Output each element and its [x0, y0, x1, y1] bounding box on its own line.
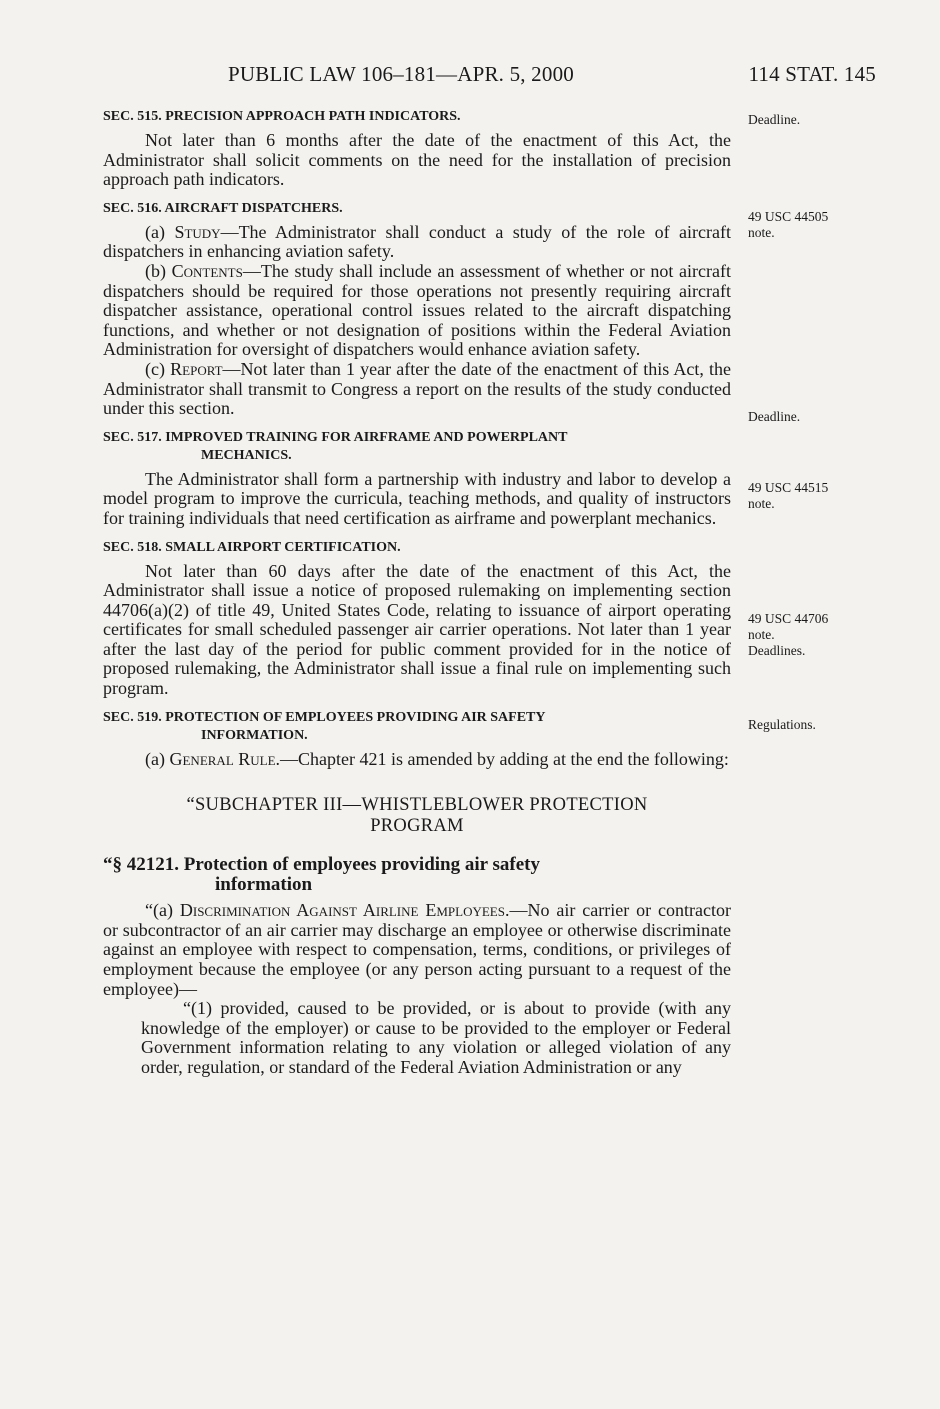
section-42121-a — [103, 901, 731, 999]
sec-519-a — [103, 750, 731, 770]
sec-516-c-text: —Not later than 1 year after the date of the enactment of this Act, the Administrator shall transmit to Congress a report on the results of the study conducted under this section. — [103, 358, 731, 419]
sec-516-b-text: —The study shall include an assessment of whether or not aircraft dispatchers should be required for those operations not presently requiring aircraft dispatcher assistance, operational control issues related to the aircraft dispatching functions, and whether or not designation of positions within the Federal Aviation Administration for oversight of dispatchers would enhance aviation safety. — [103, 260, 731, 360]
sec-516-a-text: —The Administrator shall conduct a study of the role of aircraft dispatchers in enhancing aviation safety. — [103, 221, 731, 262]
sec-519-heading-line1: SEC. 519. PROTECTION OF EMPLOYEES PROVIDING AIR SAFETY — [103, 709, 546, 725]
margin-note-517-line2: note. — [748, 496, 775, 511]
subchapter-title: “SUBCHAPTER III—WHISTLEBLOWER PROTECTION PROGRAM — [186, 795, 648, 837]
sec-516-heading: SEC. 516. AIRCRAFT DISPATCHERS. — [103, 200, 343, 216]
section-42121-a-prefix: “(a) — [145, 900, 180, 921]
section-42121-a-1: “(1) provided, caused to be provided, or is about to provide (with any knowledge of the employer) or cause to be provided to the employer or Federal Government information relating to any violation or alleged violation of any order, regulation, or standard of the Federal Aviation Administration or any — [141, 998, 731, 1077]
margin-note-518-line2: note. — [748, 627, 775, 642]
header-title: PUBLIC LAW 106–181—APR. 5, 2000 — [228, 62, 574, 86]
margin-note-518-line1: 49 USC 44706 — [748, 611, 829, 626]
main-text — [103, 108, 731, 1078]
section-42121-title — [103, 855, 731, 895]
sec-517-heading-line2: MECHANICS. — [201, 447, 292, 463]
sec-518-body: Not later than 60 days after the date of the enactment of this Act, the Administrator shall issue a notice of proposed rulemaking on implementing section 44706(a)(2) of title 49, United States Code, relating to issuance of airport operating certificates for small scheduled passenger air carrier operations. Not later than 1 year after the last day of the period for public comment provided for in the notice of proposed rulemaking, the Administrator shall issue a final rule on implementing such program. — [103, 560, 731, 699]
sec-516-a-label: Study — [174, 221, 221, 242]
sec-516-a: (a) Study—The Administrator shall conduct a study of the role of aircraft dispatchers in enhancing aviation safety. — [103, 221, 731, 262]
section-42121-a-label: Discrimination Against Airline Employees — [179, 900, 505, 921]
sec-518-heading: SEC. 518. SMALL AIRPORT CERTIFICATION. — [103, 539, 401, 555]
sec-519-a-text: .—Chapter 421 is amended by adding at the end the following: — [275, 748, 729, 769]
margin-note-516 — [748, 209, 878, 241]
margin-note-516c: Deadline. — [748, 409, 801, 424]
header-stat: 114 STAT. 145 — [748, 62, 876, 86]
margin-note-518 — [748, 611, 878, 659]
sec-519-heading-line2: INFORMATION. — [201, 727, 308, 743]
margin-note-517 — [748, 480, 878, 512]
sec-515-heading: SEC. 515. PRECISION APPROACH PATH INDICATORS. — [103, 109, 461, 124]
margin-note-517-line1: 49 USC 44515 — [748, 480, 829, 495]
section-42121-title-line2: information — [215, 874, 313, 896]
sec-516-c: (c) Report—Not later than 1 year after the date of the enactment of this Act, the Administrator shall transmit to Congress a report on the results of the study conducted under this section. — [103, 358, 731, 419]
sec-516-c-label: Report — [170, 358, 223, 379]
sec-516-b: (b) Contents—The study shall include an assessment of whether or not aircraft dispatchers should be required for those operations not presently requiring aircraft dispatcher assistance, operational control issues related to the aircraft dispatching functions, and whether or not designation of positions within the Federal Aviation Administration for oversight of dispatchers would enhance aviation safety. — [103, 260, 731, 360]
margin-note-518-line3: Deadlines. — [748, 643, 806, 658]
sec-515-body: Not later than 6 months after the date of the enactment of this Act, the Administrator shall solicit comments on the need for the installation of precision approach path indicators. — [103, 130, 731, 190]
section-42121-a-text: .—No air carrier or contractor or subcontractor of an air carrier may discharge an employee or otherwise discriminate against an employee with respect to compensation, terms, conditions, or privileges of employment because the employee (or any person acting pursuant to a request of the employee)— — [103, 900, 731, 999]
margin-note-518-regs: Regulations. — [748, 717, 816, 732]
page-header — [228, 62, 876, 87]
section-42121-title-line1: “§ 42121. Protection of employees providing air safety — [103, 854, 540, 876]
sec-517-heading-line1: SEC. 517. IMPROVED TRAINING FOR AIRFRAME AND POWERPLANT — [103, 429, 568, 445]
margin-note-516-line2: note. — [748, 225, 775, 240]
sec-516-b-label: Contents — [171, 260, 243, 281]
sec-519-a-label: General Rule — [169, 748, 276, 769]
margin-note-516-line1: 49 USC 44505 — [748, 209, 829, 224]
sec-517-heading — [103, 429, 731, 465]
sec-519-a-prefix: (a) — [145, 748, 170, 769]
margin-note-515: Deadline. — [748, 112, 801, 127]
sec-517-body: The Administrator shall form a partnership with industry and labor to develop a model program to improve the curricula, teaching methods, and quality of instructors for training individuals that need certification as airframe and powerplant mechanics. — [103, 468, 731, 528]
sec-519-heading — [103, 709, 731, 745]
